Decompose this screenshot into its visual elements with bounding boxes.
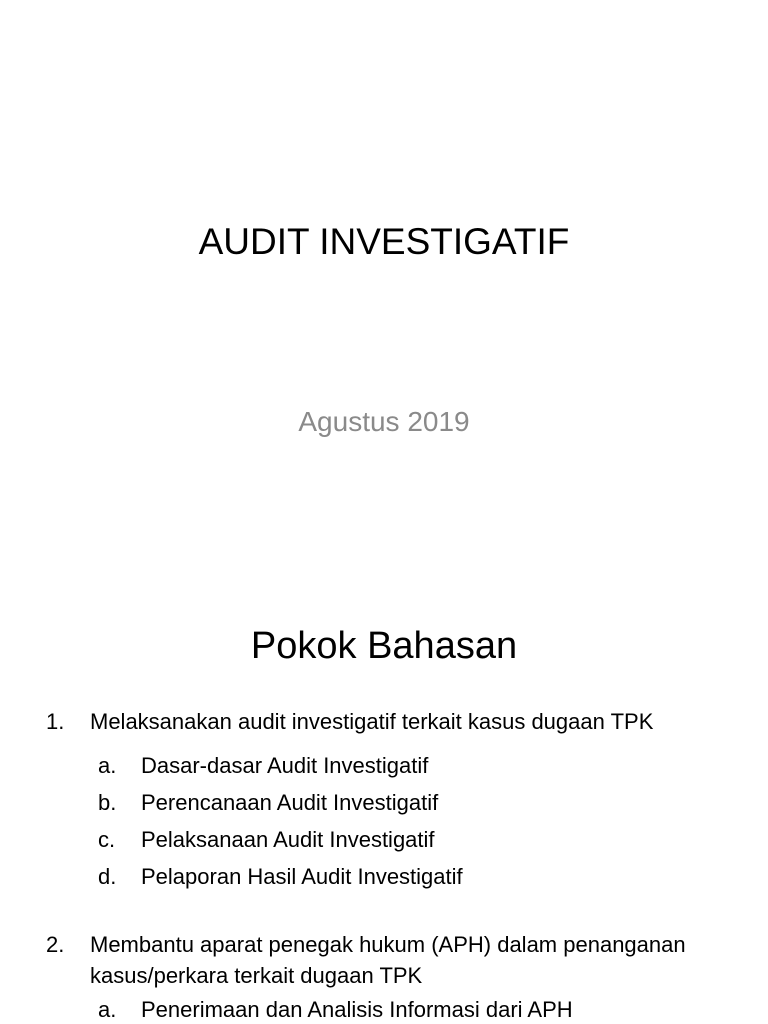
sub-item-label: a. (98, 997, 117, 1022)
presentation-subtitle: Agustus 2019 (298, 406, 470, 437)
agenda-title: Pokok Bahasan (250, 625, 518, 667)
sub-item-text: Penerimaan dan Analisis Informasi dari APH (141, 997, 573, 1022)
sub-item-text: Pelaksanaan Audit Investigatif (141, 827, 435, 852)
sub-item-label: b. (98, 790, 117, 815)
sub-item-label: a. (98, 753, 117, 778)
list-item-text: Melaksanakan audit investigatif terkait kasus dugaan TPK (90, 709, 654, 734)
list-item-number: 2. (46, 932, 65, 957)
agenda-slide (0, 576, 768, 1024)
sub-item-label: d. (98, 864, 117, 889)
sub-item-text: Dasar-dasar Audit Investigatif (141, 753, 429, 778)
sub-item-label: c. (98, 827, 116, 852)
presentation-title: AUDIT INVESTIGATIF (198, 221, 570, 262)
list-item-number: 1. (46, 709, 65, 734)
list-item-text-line-2: kasus/perkara terkait dugaan TPK (90, 963, 423, 988)
sub-item-text: Perencanaan Audit Investigatif (141, 790, 439, 815)
sub-item-text: Pelaporan Hasil Audit Investigatif (141, 864, 463, 889)
list-item-text-line-1: Membantu aparat penegak hukum (APH) dalam penanganan (90, 932, 686, 957)
